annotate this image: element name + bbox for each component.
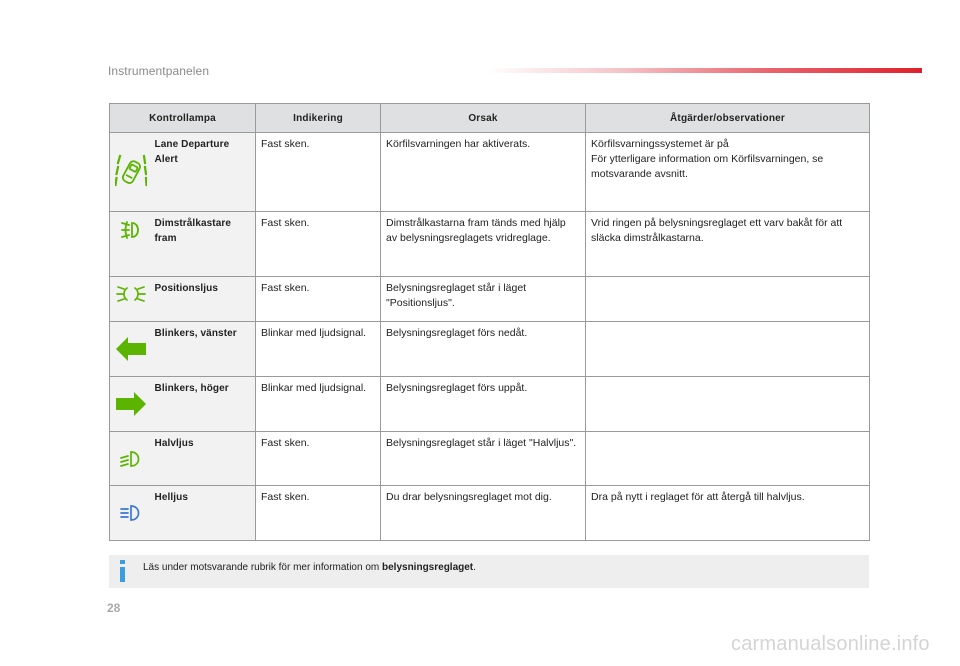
column-header-indikering: Indikering [256, 104, 381, 133]
action-cell: Dra på nytt i reglaget för att återgå till halvljus. [586, 486, 870, 541]
icon-cell [110, 322, 153, 377]
info-icon [116, 560, 130, 582]
icon-cell [110, 377, 153, 432]
icon-cell [110, 277, 153, 322]
lamp-name: Blinkers, vänster [153, 322, 256, 377]
indication-cell: Fast sken. [256, 133, 381, 212]
table-row [110, 322, 870, 377]
info-note-text [143, 562, 476, 573]
table-row [110, 133, 870, 212]
lamp-name: Lane Departure Alert [153, 133, 256, 212]
right-arrow-icon [116, 392, 146, 416]
info-note-text-bold: belysningsreglaget [382, 562, 474, 573]
section-title: Instrumentpanelen [108, 64, 210, 78]
lamp-name: Blinkers, höger [153, 377, 256, 432]
cause-cell: Belysningsreglaget förs nedåt. [381, 322, 586, 377]
high-beam-icon [119, 504, 143, 522]
table-row [110, 212, 870, 277]
action-cell [586, 432, 870, 486]
lane-departure-icon [115, 152, 147, 192]
page-number: 28 [107, 601, 121, 615]
cause-cell: Belysningsreglaget förs uppåt. [381, 377, 586, 432]
indication-cell: Fast sken. [256, 486, 381, 541]
indication-cell: Blinkar med ljudsignal. [256, 322, 381, 377]
icon-cell [110, 133, 153, 212]
table-header-row [110, 104, 870, 133]
table-row [110, 432, 870, 486]
action-cell [586, 322, 870, 377]
cause-cell: Du drar belysningsreglaget mot dig. [381, 486, 586, 541]
info-note-text-after: . [473, 562, 476, 573]
lamp-name: Halvljus [153, 432, 256, 486]
front-fog-light-icon [120, 220, 142, 240]
low-beam-icon [119, 450, 143, 468]
warning-lights-table [109, 103, 870, 541]
indication-cell: Fast sken. [256, 432, 381, 486]
indication-cell: Blinkar med ljudsignal. [256, 377, 381, 432]
table-row [110, 277, 870, 322]
header-accent-bar [486, 68, 922, 73]
lamp-name: Helljus [153, 486, 256, 541]
icon-cell [110, 432, 153, 486]
column-header-atgarder: Åtgärder/observationer [586, 104, 870, 133]
action-cell [586, 277, 870, 322]
action-cell [586, 377, 870, 432]
indication-cell: Fast sken. [256, 212, 381, 277]
lamp-name: Positionsljus [153, 277, 256, 322]
position-light-icon [116, 285, 146, 303]
info-note-text-before: Läs under motsvarande rubrik för mer information om [143, 562, 382, 573]
action-cell: Körfilsvarningssystemet är på För ytterligare information om Körfilsvarningen, se motsvarande avsnitt. [586, 133, 870, 212]
lamp-name: Dimstrålkastare fram [153, 212, 256, 277]
icon-cell [110, 486, 153, 541]
table-row [110, 377, 870, 432]
cause-cell: Dimstrålkastarna fram tänds med hjälp av belysningsreglagets vridreglage. [381, 212, 586, 277]
watermark: carmanualsonline.info [731, 633, 930, 655]
icon-cell [110, 212, 153, 277]
action-cell: Vrid ringen på belysningsreglaget ett varv bakåt för att släcka dimstrålkastarna. [586, 212, 870, 277]
table-row [110, 486, 870, 541]
column-header-kontrollampa: Kontrollampa [110, 104, 256, 133]
indication-cell: Fast sken. [256, 277, 381, 322]
info-note [109, 555, 869, 588]
cause-cell: Belysningsreglaget står i läget "Halvljus". [381, 432, 586, 486]
cause-cell: Belysningsreglaget står i läget "Positionsljus". [381, 277, 586, 322]
cause-cell: Körfilsvarningen har aktiverats. [381, 133, 586, 212]
column-header-orsak: Orsak [381, 104, 586, 133]
left-arrow-icon [116, 337, 146, 361]
